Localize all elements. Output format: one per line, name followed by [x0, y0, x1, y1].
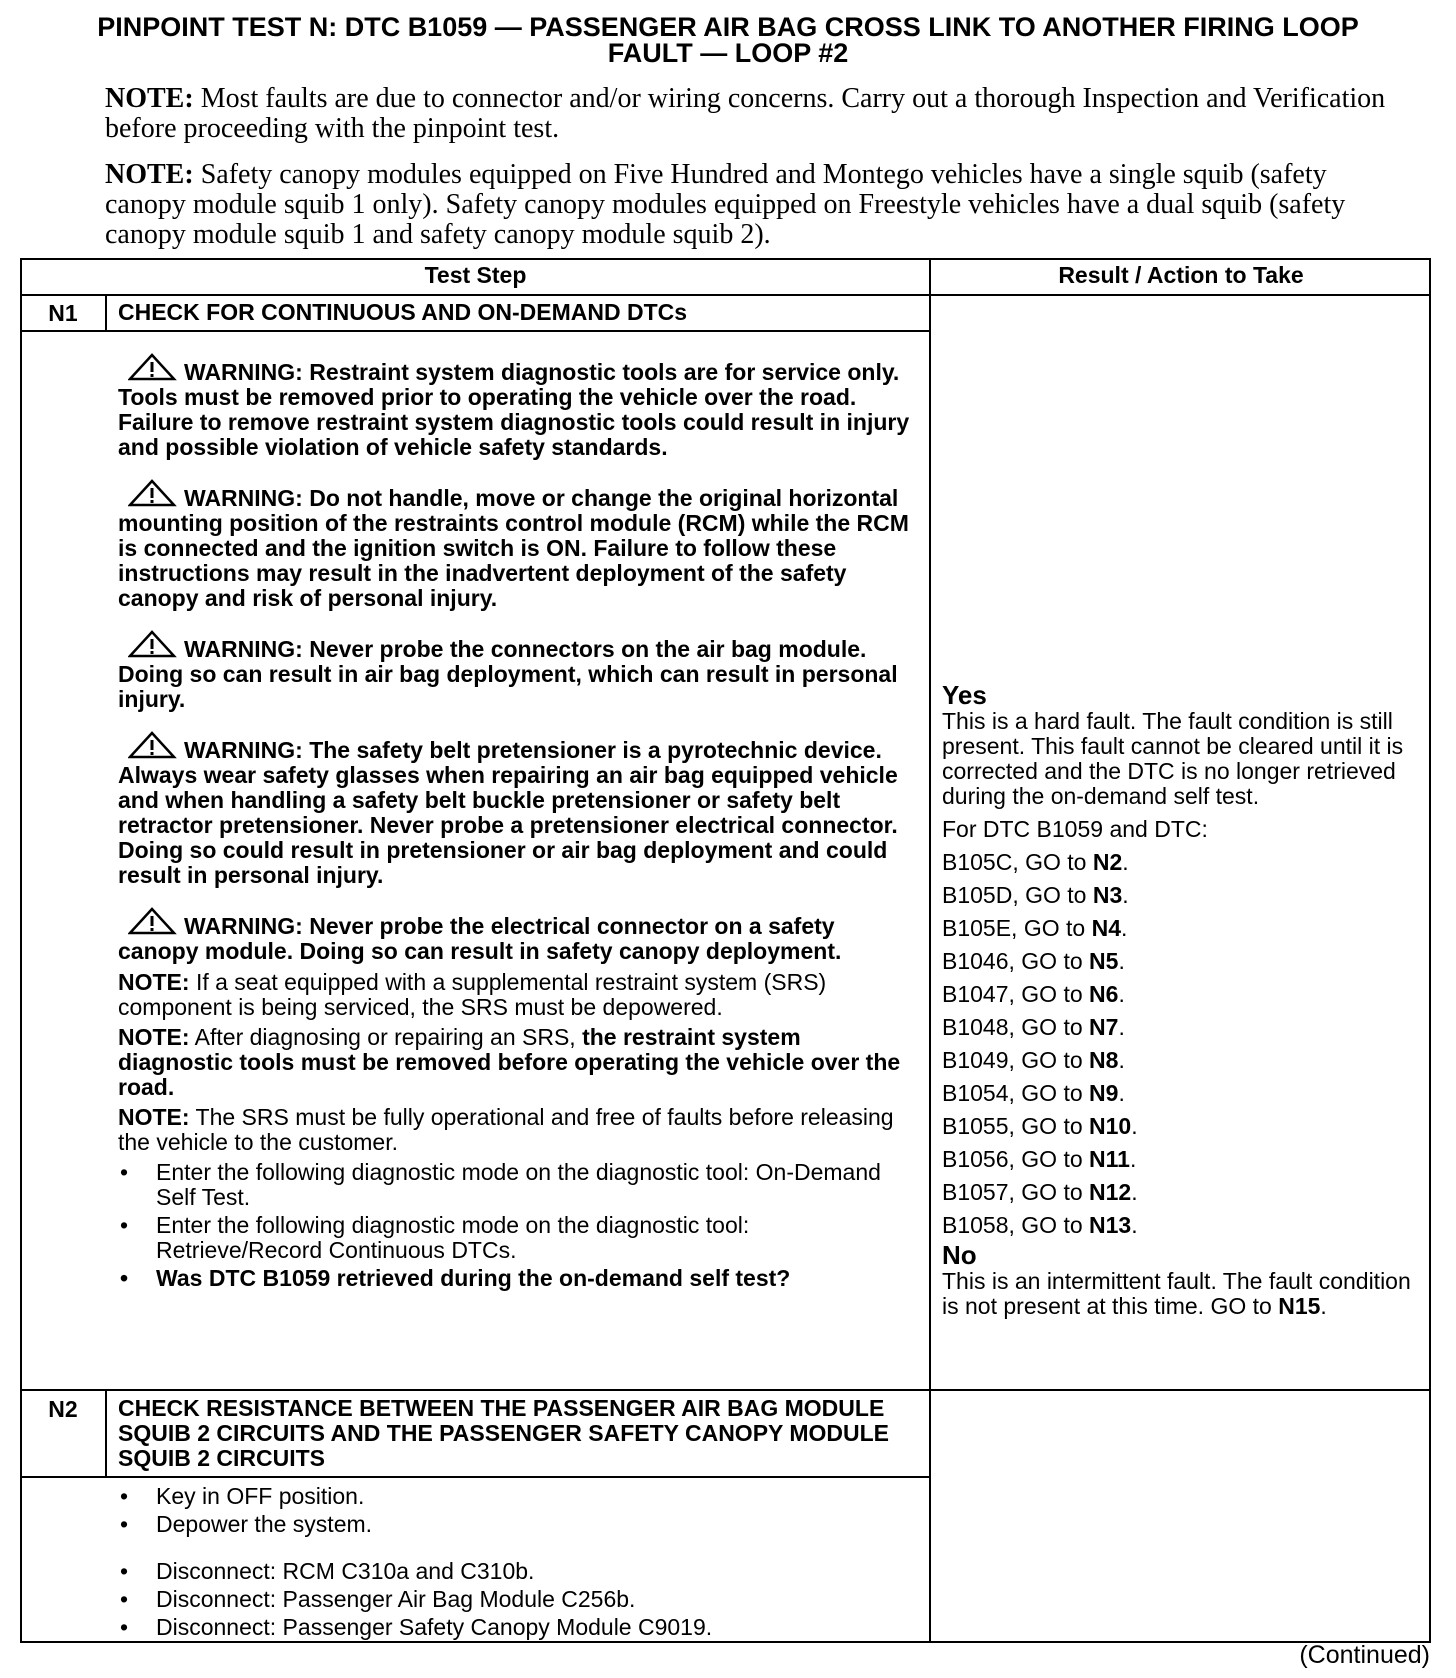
dtc-action: B1055, GO to N10. — [942, 1113, 1138, 1139]
step-body-n1 — [118, 352, 918, 1294]
goto-step-link[interactable]: N5 — [1089, 948, 1119, 974]
warning-text: WARNING: Never probe the connectors on the air bag module. Doing so can result in air bag deployment, which can result in personal injury. — [118, 636, 898, 712]
note-srs-depower — [118, 970, 918, 1020]
step-heading-n2: CHECK RESISTANCE BETWEEN THE PASSENGER AIR BAG MODULE SQUIB 2 CIRCUITS AND THE PASSENGER SAFETY CANOPY MODULE SQUIB 2 CIRCUITS — [118, 1395, 890, 1471]
goto-step-link[interactable]: N3 — [1092, 882, 1123, 908]
no-text: This is an intermittent fault. The fault condition is not present at this time. GO to N15. — [942, 1268, 1411, 1319]
no-label: No — [942, 1240, 977, 1270]
note-label: NOTE: — [118, 1104, 190, 1130]
continued-footer: (Continued) — [1299, 1641, 1430, 1669]
list-item: • Disconnect: Passenger Air Bag Module C256b. — [118, 1587, 918, 1612]
for-dtc-text: For DTC B1059 and DTC: — [942, 816, 1208, 842]
title-line-1: PINPOINT TEST N: DTC B1059 — PASSENGER AIR BAG CROSS LINK TO ANOTHER FIRING LOOP — [97, 12, 1359, 42]
note-text: If a seat equipped with a supplemental restraint system (SRS) component is being serviced, the SRS must be depowered. — [118, 969, 827, 1020]
note-text: Most faults are due to connector and/or wiring concerns. Carry out a thorough Inspection and Verification before proceeding with the pinpoint test. — [105, 83, 1386, 144]
n2-bullet-list-a — [118, 1484, 918, 1537]
n2-bullet-list-b — [118, 1559, 918, 1640]
dtc-action: B1049, GO to N8. — [942, 1047, 1125, 1073]
goto-step-link[interactable]: N10 — [1089, 1113, 1132, 1139]
header-rule — [20, 294, 1431, 296]
step-id-n2: N2 — [48, 1396, 78, 1422]
yes-text: This is a hard fault. The fault condition is still present. This fault cannot be cleared until it is corrected and the DTC is no longer retrieved during the on-demand self test. — [942, 708, 1404, 809]
n2-heading-rule — [20, 1476, 931, 1478]
yes-label: Yes — [942, 680, 987, 710]
goto-step-link[interactable]: N6 — [1089, 981, 1119, 1007]
dtc-action: B105D, GO to N3. — [942, 882, 1129, 908]
goto-step-link[interactable]: N11 — [1089, 1146, 1130, 1172]
step-heading-n1: CHECK FOR CONTINUOUS AND ON-DEMAND DTCs — [118, 299, 688, 325]
list-item: • Enter the following diagnostic mode on the diagnostic tool: On-Demand Self Test. — [118, 1160, 918, 1210]
note-bold-text: the restraint system diagnostic tools must be removed before operating the vehicle over the road. — [118, 1024, 901, 1100]
warning-text: WARNING: Never probe the electrical connector on a safety canopy module. Doing so can result in safety canopy deployment. — [118, 913, 842, 964]
note-label: NOTE: — [118, 1024, 190, 1050]
n1-bullet-list — [118, 1160, 918, 1291]
result-n1 — [942, 682, 1430, 1319]
warning-text: WARNING: The safety belt pretensioner is a pyrotechnic device. Always wear safety glasses when repairing an air bag equipped vehicle and when handling a safety belt buckle pretensioner or safety belt retractor pretensioner. Never probe a pretensioner electrical connector. Doing so could result in pretensioner or air bag deployment and could result in personal injury. — [118, 737, 898, 888]
note-text: The SRS must be fully operational and free of faults before releasing the vehicle to the customer. — [118, 1104, 894, 1155]
page-title — [40, 14, 1416, 66]
title-line-2: FAULT — LOOP #2 — [607, 38, 849, 68]
warning-triangle-icon — [128, 352, 184, 382]
step-body-n2 — [118, 1484, 918, 1643]
dtc-action: B105C, GO to N2. — [942, 849, 1129, 875]
goto-step-link[interactable]: N12 — [1089, 1179, 1132, 1205]
warning-5 — [118, 906, 918, 964]
note-text: Safety canopy modules equipped on Five Hundred and Montego vehicles have a single squib (safety canopy module squib 1 only). Safety canopy modules equipped on Freestyle vehicles have a dual squib (safety canopy module squib 1 and safety canopy module squib 2). — [105, 159, 1346, 250]
n1-heading-rule — [20, 330, 931, 332]
warning-triangle-icon — [128, 629, 184, 659]
dtc-action: B1047, GO to N6. — [942, 981, 1125, 1007]
dtc-action: B1057, GO to N12. — [942, 1179, 1138, 1205]
list-item: • Depower the system. — [118, 1512, 918, 1537]
note-label: NOTE: — [105, 83, 194, 114]
intro-note-1 — [105, 84, 1405, 144]
warning-1 — [118, 352, 918, 460]
dtc-action: B1054, GO to N9. — [942, 1080, 1125, 1106]
list-item: • Key in OFF position. — [118, 1484, 918, 1509]
warning-3 — [118, 629, 918, 712]
note-srs-operational — [118, 1105, 918, 1155]
step-id-n1: N1 — [48, 300, 78, 326]
goto-step-link[interactable]: N15 — [1278, 1293, 1321, 1319]
goto-step-link[interactable]: N2 — [1092, 849, 1123, 875]
goto-step-link[interactable]: N7 — [1089, 1014, 1119, 1040]
warning-2 — [118, 478, 918, 611]
note-label: NOTE: — [105, 159, 194, 190]
warning-text: WARNING: Restraint system diagnostic tools are for service only. Tools must be removed prior to operating the vehicle over the road. Failure to remove restraint system diagnostic tools could result in injury and possible violation of vehicle safety standards. — [118, 359, 910, 460]
warning-text: WARNING: Do not handle, move or change the original horizontal mounting position of the restraints control module (RCM) while the RCM is connected and the ignition switch is ON. Failure to follow these instructions may result in the inadvertent deployment of the safety canopy and risk of personal injury. — [118, 485, 909, 611]
note-text: After diagnosing or repairing an SRS, — [189, 1024, 583, 1050]
goto-step-link[interactable]: N8 — [1089, 1047, 1119, 1073]
dtc-action: B1058, GO to N13. — [942, 1212, 1138, 1238]
list-item: • Disconnect: Passenger Safety Canopy Module C9019. — [118, 1615, 918, 1640]
dtc-action: B105E, GO to N4. — [942, 915, 1128, 941]
warning-triangle-icon — [128, 478, 184, 508]
intro-note-2 — [105, 160, 1405, 250]
list-item: • Enter the following diagnostic mode on the diagnostic tool: Retrieve/Record Continuous DTCs. — [118, 1213, 918, 1263]
dtc-action: B1046, GO to N5. — [942, 948, 1125, 974]
dtc-action: B1048, GO to N7. — [942, 1014, 1125, 1040]
warning-4 — [118, 730, 918, 888]
goto-step-link[interactable]: N13 — [1089, 1212, 1132, 1238]
header-result-action: Result / Action to Take — [1058, 262, 1304, 288]
goto-step-link[interactable]: N4 — [1091, 915, 1121, 941]
note-srs-tools — [118, 1025, 918, 1100]
table-column-divider — [929, 258, 931, 1643]
test-question: • Was DTC B1059 retrieved during the on-demand self test? — [118, 1266, 918, 1291]
note-label: NOTE: — [118, 969, 190, 995]
list-item: • Disconnect: RCM C310a and C310b. — [118, 1559, 918, 1584]
n1-n2-rule — [20, 1389, 1431, 1391]
header-test-step: Test Step — [424, 262, 527, 288]
dtc-action: B1056, GO to N11. — [942, 1146, 1137, 1172]
goto-step-link[interactable]: N9 — [1089, 1080, 1119, 1106]
warning-triangle-icon — [128, 730, 184, 760]
warning-triangle-icon — [128, 906, 184, 936]
